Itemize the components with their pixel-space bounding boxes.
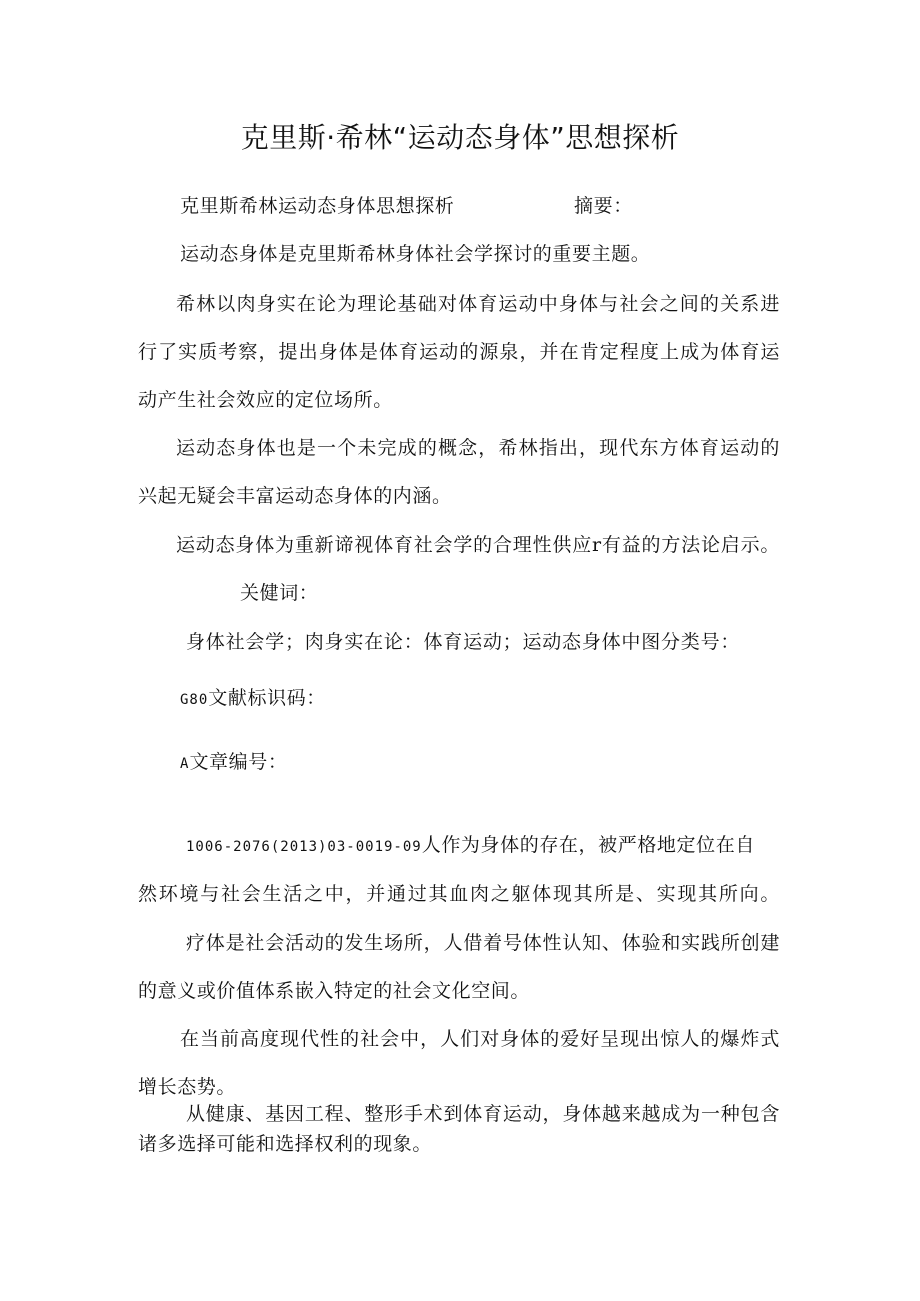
classification-code: G80: [180, 692, 209, 708]
body-line: 从健康、基因工程、整形手术到体育运动，身体越来越成为一种包含: [186, 1103, 780, 1125]
document-title: 克里斯·希林“运动态身体”思想探析: [240, 121, 680, 154]
keywords-label: 关健词：: [240, 582, 319, 604]
abstract-line: 动产生社会效应的定位场所。: [138, 389, 393, 411]
abstract-line: 行了实质考察，提出身体是体育运动的源泉，并在肯定程度上成为体育运: [138, 341, 780, 363]
body-line: 然环境与社会生活之中，并通过其血肉之躯体现其所是、实现其所向。: [138, 883, 780, 905]
body-line: 人作为身体的存在，被严格地定位在自: [421, 834, 755, 856]
body-line: 在当前高度现代性的社会中，人们对身体的爱好呈现出惊人的爆炸式: [180, 1028, 780, 1050]
document-code-label: 文献标识码：: [208, 687, 326, 709]
body-line: 诸多选择可能和选择权利的现象。: [138, 1133, 433, 1155]
body-line: 的意义或价值体系嵌入特定的社会文化空间。: [138, 980, 531, 1002]
abstract-line: 希林以肉身实在论为理论基础对体育运动中身体与社会之间的关系进: [176, 293, 780, 315]
document-code: A: [180, 756, 190, 772]
abstract-label: 摘要：: [574, 195, 633, 217]
abstract-line: 运动态身体为重新谛视体育社会学的合理性供应r有益的方法论启示。: [176, 534, 780, 556]
body-line: 疗体是社会活动的发生场所，人借着号体性认知、体验和实践所创建: [186, 932, 780, 954]
subtitle-line: 克里斯希林运动态身体思想探析: [180, 195, 455, 217]
abstract-line: 运动态身体也是一个未完成的概念，希林指出，现代东方体育运动的: [176, 437, 780, 459]
article-number: 1006-2076(2013)03-0019-09: [186, 839, 422, 855]
abstract-line: 兴起无疑会丰富运动态身体的内涵。: [138, 485, 452, 507]
body-line: 增长态势。: [138, 1076, 237, 1098]
abstract-line: 运动态身体是克里斯希林身体社会学探讨的重要主题。: [180, 243, 651, 265]
article-number-label: 文章编号：: [189, 751, 288, 773]
keywords-line: 身体社会学；肉身实在论：体育运动；运动态身体中图分类号：: [186, 631, 740, 653]
